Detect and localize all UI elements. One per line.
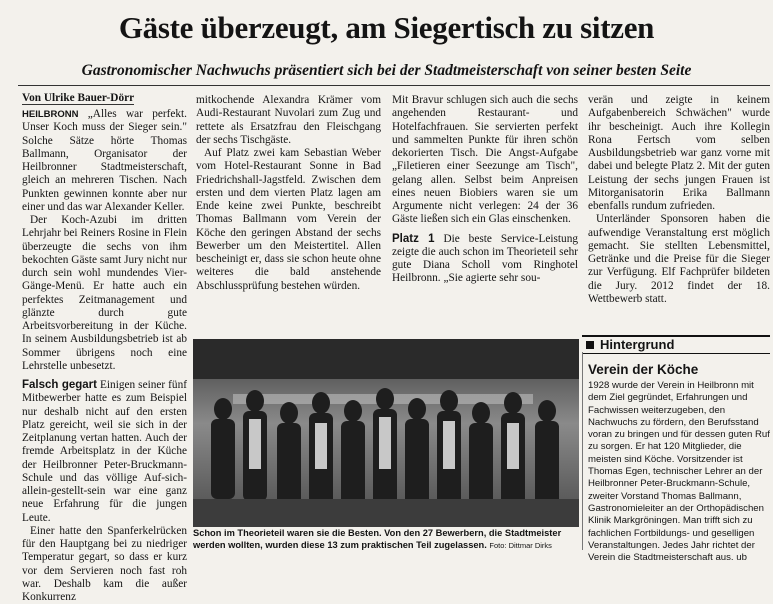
article-column-2 <box>196 94 381 293</box>
paragraph: Einer hatte den Spanferkelrücken für den Hauptgang bei zu niedriger Temperatur gegart, so dass er kurz vor dem Servieren noch fast roh war. Deshalb kam die außer Konkurrenz <box>22 524 187 603</box>
paragraph: Auf Platz zwei kam Sebastian Weber vom Hotel-Restaurant Sonne in Bad Friedrichshall-Jagstfeld. Zwischen dem ersten und dem vierten Platz lagen am Ende keine zwei Punkte, beschreibt Thomas Ballmann vom Verein der Köche den geringen Abstand der sechs Bewerber um den Meistertitel. Allen bescheinigt er, dass sie schon heute ohne weiteres die bald anstehende Abschlussprüfung bestehen würden. <box>196 147 381 292</box>
paragraph: verän und zeigte in keinem Aufgabenbereich Schwächen" wurde ihr bescheinigt. Auch ihre Kollegin Rona Fertsch vom selben Ausbildungsbetrieb war ganz vorne mit dabei und belegte Platz 2. Mit der guten Leistung der sechs jungen Frauen ist Mitorganisatorin Erika Ballmann ebenfalls rundum zufrieden. <box>588 94 770 212</box>
paragraph: Platz 1 Die beste Service-Leistung zeigte die auch schon im Theorieteil sehr gute Diana Scholl vom Ringhotel Heilbronn. „Sie agierte sehr sou- <box>392 232 578 285</box>
photo-caption: Schon im Theorieteil waren sie die Besten. Von den 27 Bewerbern, die Stadtmeister werden wollten, wurden diese 13 zum praktischen Teil zugelassen. Foto: Dittmar Dirks <box>193 528 562 550</box>
dateline: HEILBRONN <box>22 109 79 120</box>
paragraph: Unterländer Sponsoren haben die aufwendige Veranstaltung erst möglich gemacht. Sie stellten Lebensmittel, Getränke und die Preise für die Sieger zur Verfügung. Elf Fachprüfer bildeten die Jury. 2012 findet der 18. Wettbewerb statt. <box>588 213 770 305</box>
header-rule <box>18 85 770 86</box>
paragraph: mitkochende Alexandra Krämer vom Audi-Restaurant Nuvolari zum Zug und rettete als Ersatzfrau den Fleischgang der sechs Tischgäste. <box>196 94 381 146</box>
sidebar-title: Verein der Köche <box>588 362 699 377</box>
group-photo <box>193 339 579 527</box>
square-bullet-icon <box>586 341 594 349</box>
sidebar-divider <box>582 352 583 550</box>
sidebar-header: Hintergrund <box>582 335 770 354</box>
sidebar-text: 1928 wurde der Verein in Heilbronn mit dem Ziel gegründet, Erfahrungen und Fachwissen weiterzugeben, den Nachwuchs zu fördern, den Berufsstand voran zu bringen und für dessen guten Ruf zu sorgen. Er hat 120 Mitglieder, die meisten sind Köche. Vorsitzender ist Thomas Egen, technischer Lehrer an der Heilbronner Peter-Bruckmann-Schule, zweiter Vorstand Thomas Ballmann, Gastronomieleiter an der Orthopädischen Klinik Markgröningen. Man trifft sich zu fachlichen Fortbildungs- und geselligen Veranstaltungen. Jedes Jahr richtet der Verein die Stadtmeisterschaft aus. ub <box>588 380 770 564</box>
photo-image <box>193 339 579 527</box>
article-column-3 <box>392 94 578 286</box>
paragraph: HEILBRONN „Alles war perfekt. Unser Koch muss der Sieger sein." Solche Sätze hörte Thomas Ballmann, Organisator der Heilbronner Stadtmeisterschaft, gleich an mehreren Tischen. Nach Punkten gewinnen konnte aber nur einer und das war Alexander Keller. <box>22 108 187 213</box>
headline: Gäste überzeugt, am Siegertisch zu sitzen <box>118 10 655 45</box>
photo-credit: Foto: Dittmar Dirks <box>489 540 552 550</box>
paragraph: Mit Bravur schlugen sich auch die sechs angehenden Restaurant- und Hotelfachfrauen. Sie servierten perfekt und sammelten Punkte für ihren schön dekorierten Tisch. Die Angst-Aufgabe „Filetieren einer Seezunge am Tisch", gelang allen. Selbst beim Anpreisen eines neuen Biobiers waren sie um Argumente nicht verlegen: 24 der 36 Gäste ließen sich ein Glas einschenken. <box>392 94 578 226</box>
article-column-4 <box>588 94 770 306</box>
section-subtitle: Platz 1 <box>392 232 435 245</box>
paragraph: Der Koch-Azubi im dritten Lehrjahr bei Reiners Rosine in Flein überzeugte die sechs von ihm bekochten Gäste samt Jury nicht nur durch sein wohl mundendes Vier-Gänge-Menü. Er hatte auch ein perfektes Zeitmanagement und glänzte durch gute Arbeitsvorbereitung in der Küche. In seinem Ausbildungsbetrieb ist ab Sommer übrigens noch eine Lehrstelle unbesetzt. <box>22 214 187 372</box>
paragraph: Falsch gegart Einigen seiner fünf Mitbewerber hatte es zum Beispiel nur deshalb nicht auf den ersten Platz gereicht, weil sie sich in der Zeitplanung vertan hatten. Auch der fremde Arbeitsplatz in der Küche der Heilbronner Peter-Bruckmann-Schule und das völlige Auf-sich-allein-gestellt-sein war eine ganz neue Erfahrung für die jungen Leute. <box>22 379 187 524</box>
byline: Von Ulrike Bauer-Dörr <box>22 92 135 104</box>
section-subtitle: Falsch gegart <box>22 379 97 391</box>
article-column-1 <box>22 108 187 604</box>
subheadline: Gastronomischer Nachwuchs präsentiert sich bei der Stadtmeisterschaft von seiner besten Seite <box>81 62 692 79</box>
